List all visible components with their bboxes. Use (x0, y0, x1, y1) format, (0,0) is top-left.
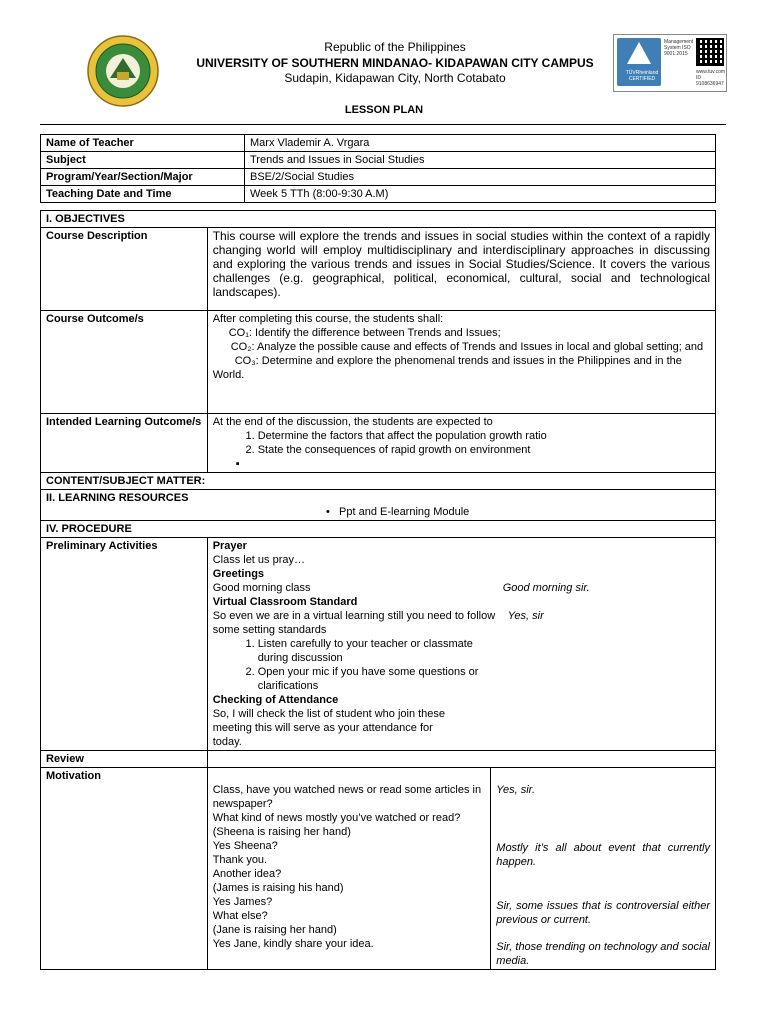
university-seal-logo (86, 34, 160, 108)
content-subject-heading: CONTENT/SUBJECT MATTER: (41, 473, 716, 490)
attendance-text: So, I will check the list of student who join these meeting this will serve as your attendance for today. (212, 708, 446, 748)
motivation-line: What else? (212, 910, 268, 922)
motivation-label: Motivation (41, 768, 208, 970)
prayer-heading: Prayer (212, 540, 247, 552)
list-item: 2. State the consequences of rapid growth on environment (258, 443, 710, 457)
title-divider (40, 124, 726, 125)
greetings-heading: Greetings (212, 568, 265, 580)
co1-item: CO₁: Identify the difference between Trends and Issues; (228, 327, 501, 339)
list-item: 1. Listen carefully to your teacher or classmate during discussion (258, 637, 497, 665)
cert-mgmt-text: Management System ISO 9001:2015 (664, 39, 694, 57)
motivation-line: (James is raising his hand) (212, 882, 344, 894)
tuv-logo-icon: TÜVRheinland CERTIFIED (617, 38, 661, 86)
course-outcome-label: Course Outcome/s (41, 311, 208, 414)
republic-line: Republic of the Philippines (324, 40, 466, 54)
motivation-line: What kind of news mostly you’ve watched or read? (212, 812, 461, 824)
review-label: Review (41, 751, 208, 768)
motivation-student-cell (491, 768, 716, 970)
motivation-answer: Sir, some issues that is controversial either previous or current. (496, 900, 710, 926)
list-item: 1. Determine the factors that affect the population growth ratio (258, 429, 710, 443)
review-cell (207, 751, 715, 768)
resources-heading: II. LEARNING RESOURCES (46, 492, 189, 504)
document-header (0, 0, 768, 100)
ilo-cell (207, 414, 715, 473)
teacher-info-table (40, 134, 716, 203)
motivation-line: Yes Sheena? (212, 840, 278, 852)
ilo-intro: At the end of the discussion, the students are expected to (212, 416, 493, 428)
info-value: Trends and Issues in Social Studies (245, 152, 716, 169)
motivation-line: Yes Jane, kindly share your idea. (212, 938, 374, 950)
resources-cell (41, 490, 716, 521)
motivation-teacher-cell (207, 768, 491, 970)
empty-bullet: ▪ (235, 458, 240, 470)
motivation-line: Class, have you watched news or read some articles in newspaper? (212, 784, 482, 810)
resources-item: • Ppt and E-learning Module (326, 506, 470, 518)
motivation-answer: Mostly it’s all about event that currently happen. (496, 842, 710, 868)
cert-www-text: www.tuv.com ID 9108636947 (696, 69, 726, 87)
table-row (41, 186, 716, 203)
info-label: Program/Year/Section/Major (41, 169, 245, 186)
preliminary-label: Preliminary Activities (41, 538, 208, 751)
info-label: Name of Teacher (41, 135, 245, 152)
motivation-line: (Jane is raising her hand) (212, 924, 337, 936)
list-item: 2. Open your mic if you have some questions or clarifications (258, 665, 497, 693)
ilo-list (213, 429, 710, 457)
motivation-line: Yes James? (212, 896, 273, 908)
greetings-answer: Good morning sir. (502, 582, 590, 594)
document-title: LESSON PLAN (344, 104, 424, 116)
objectives-heading: I. OBJECTIVES (41, 211, 716, 228)
table-row (41, 169, 716, 186)
course-outcome-cell (207, 311, 715, 414)
procedure-heading: IV. PROCEDURE (41, 521, 716, 538)
preliminary-cell (207, 538, 715, 751)
certification-badge (613, 34, 727, 92)
vcs-list (213, 637, 497, 693)
co2-item: CO₂: Analyze the possible cause and effects of Trends and Issues in local and global setting; and (230, 341, 704, 353)
motivation-line: (Sheena is raising her hand) (212, 826, 351, 838)
campus-address: Sudapin, Kidapawan City, North Cotabato (284, 71, 506, 85)
table-row (41, 152, 716, 169)
course-description-label: Course Description (41, 228, 208, 311)
ilo-label: Intended Learning Outcome/s (41, 414, 208, 473)
co3-item: CO₃: Determine and explore the phenomenal trends and issues in the Philippines and in the World. (212, 355, 682, 381)
motivation-answer: Sir, those trending on technology and social media. (496, 941, 710, 967)
qr-code-icon (696, 38, 724, 66)
course-outcome-intro: After completing this course, the students shall: (212, 313, 444, 325)
attendance-heading: Checking of Attendance (212, 694, 339, 706)
info-value: Marx Vlademir A. Vrgara (245, 135, 716, 152)
info-value: BSE/2/Social Studies (245, 169, 716, 186)
course-description-text: This course will explore the trends and issues in social studies within the context of a rapidly changing world will employ multidisciplinary and interdisciplinary approaches in discussing and exploring the various trends and issues in Social Studies/Science. It covers the various challenges (e.g. geographical, political, economical, cultural, social and technological landscapes). (207, 228, 715, 311)
vcs-text: So even we are in a virtual learning still you need to follow some setting standards (212, 610, 496, 636)
vcs-heading: Virtual Classroom Standard (212, 596, 358, 608)
info-label: Subject (41, 152, 245, 169)
motivation-line: Another idea? (212, 868, 282, 880)
institution-block (160, 40, 630, 86)
lesson-plan-table (40, 210, 716, 970)
motivation-answer: Yes, sir. (496, 784, 535, 796)
vcs-answer: Yes, sir (507, 610, 544, 622)
info-value: Week 5 TTh (8:00-9:30 A.M) (245, 186, 716, 203)
info-label: Teaching Date and Time (41, 186, 245, 203)
greetings-text: Good morning class (212, 582, 311, 594)
table-row (41, 135, 716, 152)
motivation-line: Thank you. (212, 854, 268, 866)
university-name: UNIVERSITY OF SOUTHERN MINDANAO- KIDAPAWAN CITY CAMPUS (196, 56, 594, 70)
prayer-text: Class let us pray… (212, 554, 305, 566)
